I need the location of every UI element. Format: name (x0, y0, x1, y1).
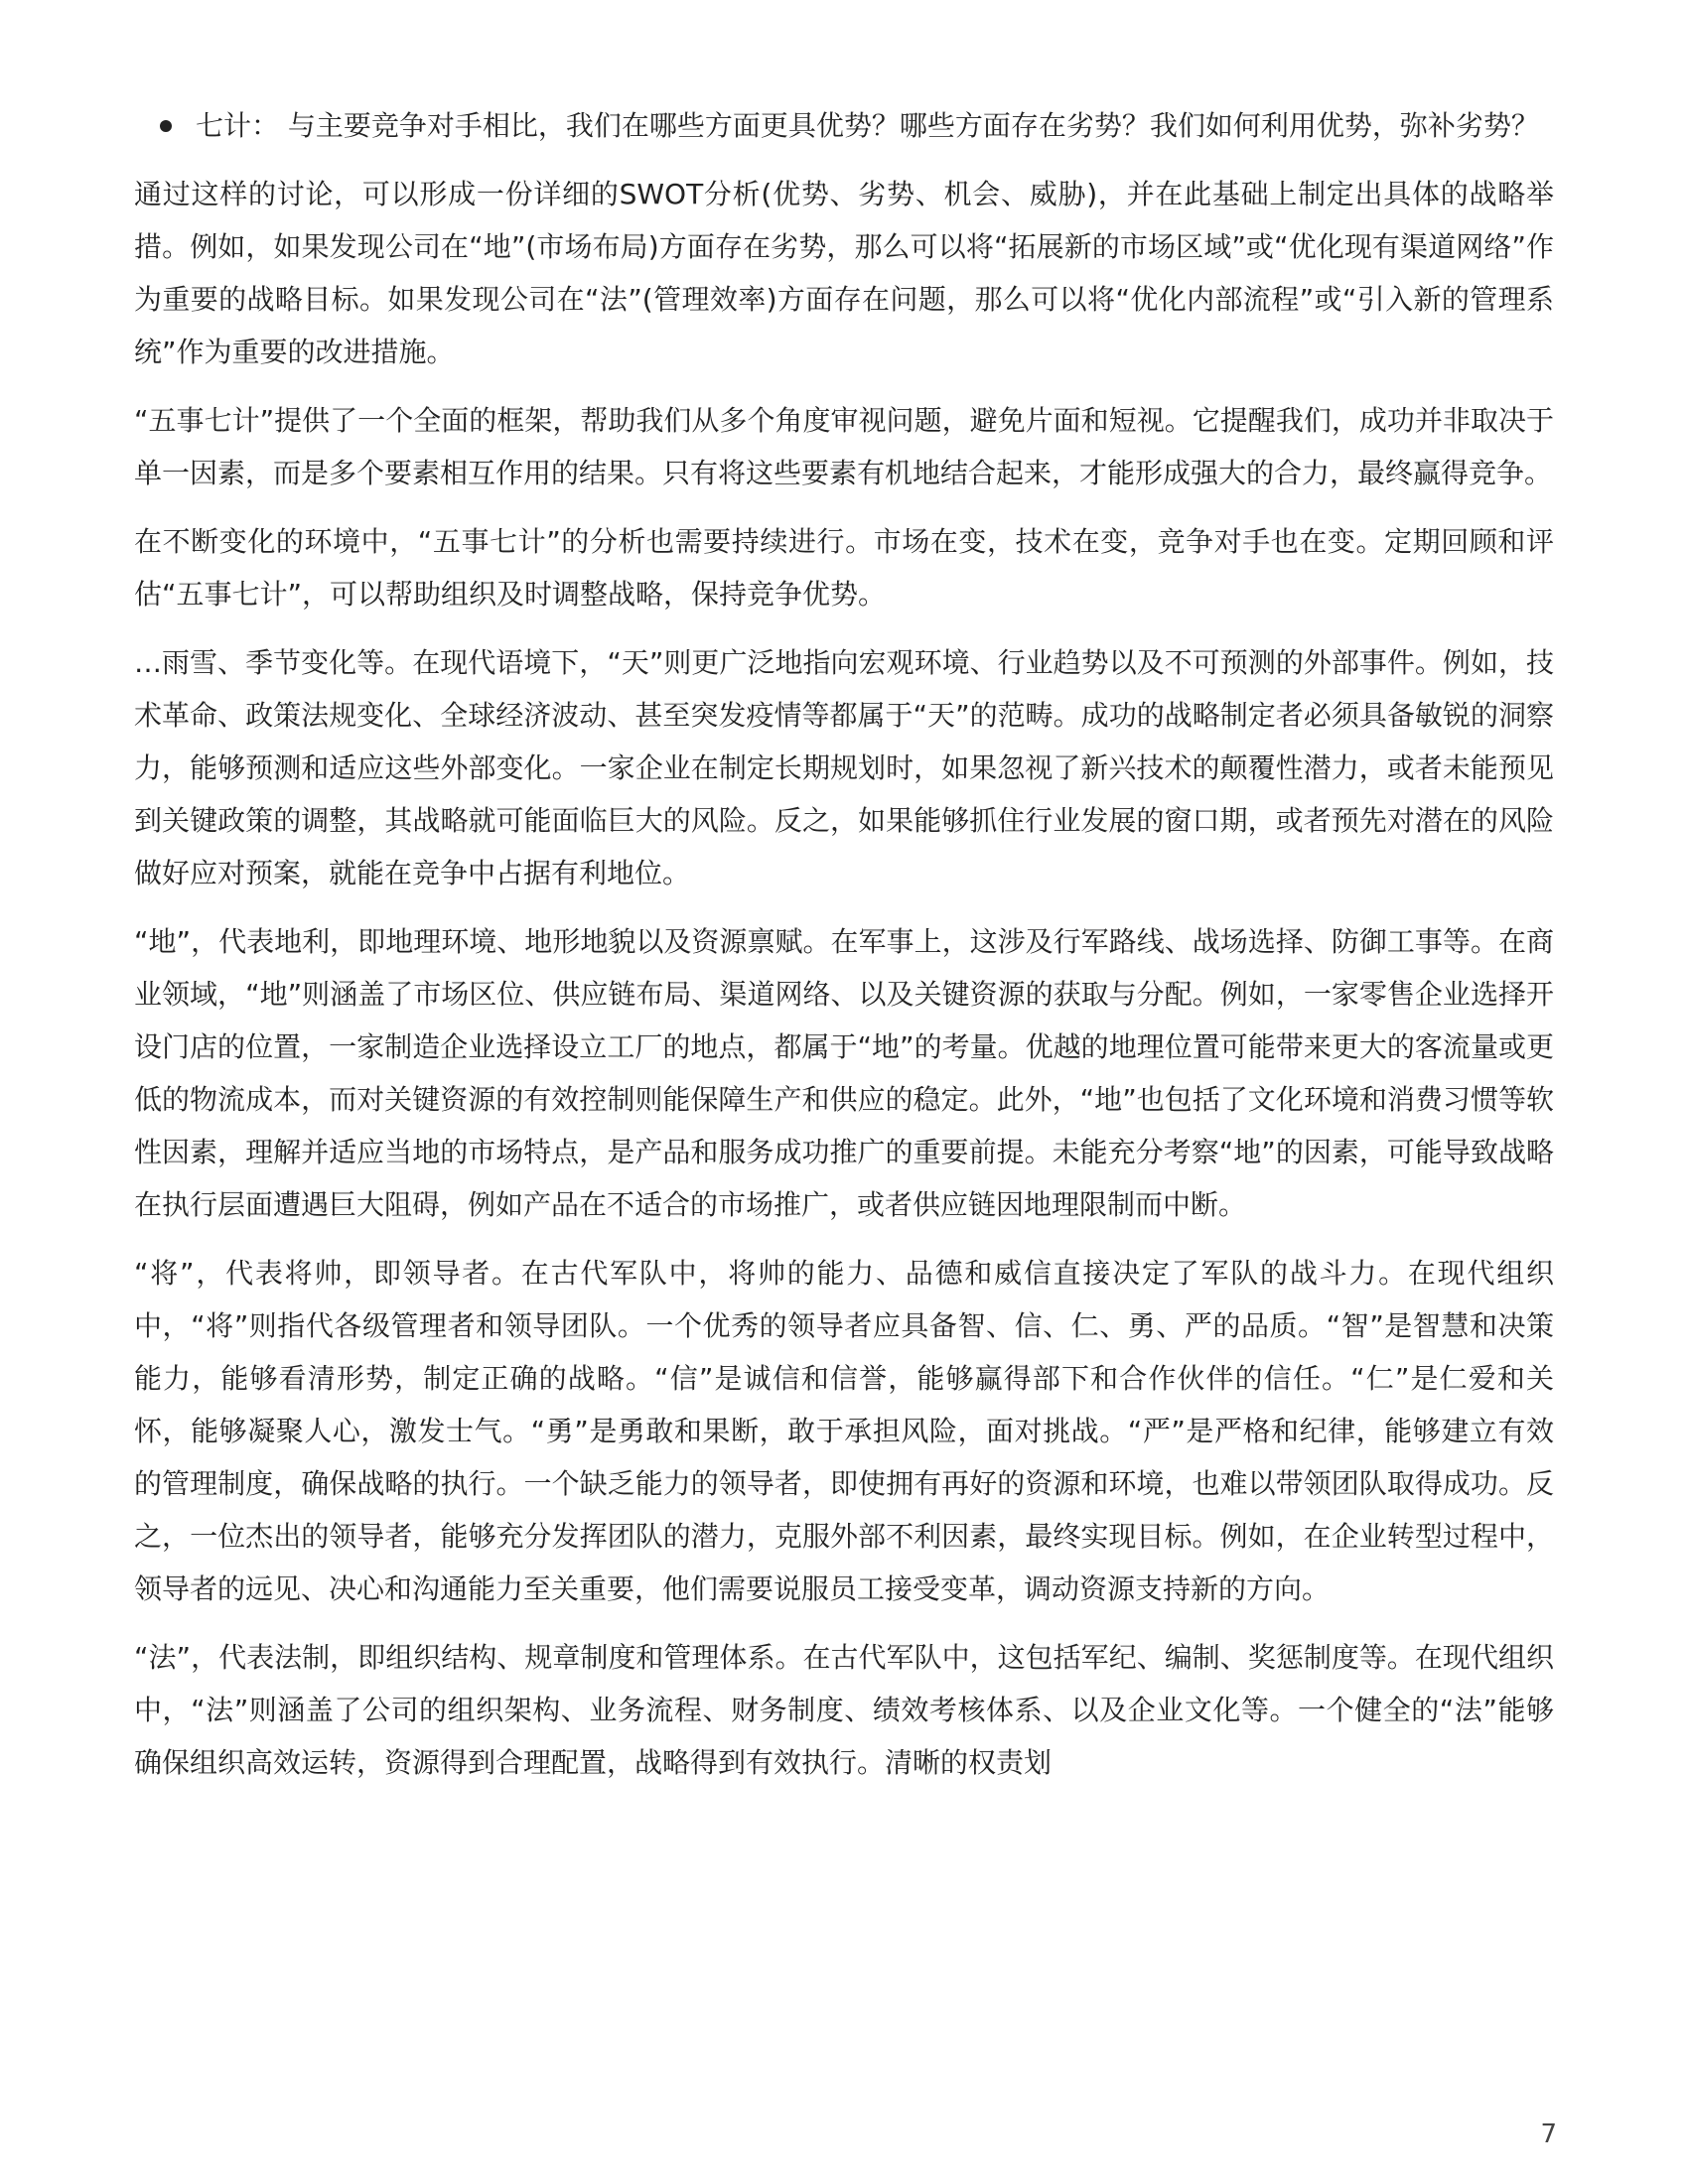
bullet-dot-icon (160, 120, 172, 132)
paragraph-di: “地”，代表地利，即地理环境、地形地貌以及资源禀赋。在军事上，这涉及行军路线、战场选择、防御工事等。在商业领域，“地”则涵盖了市场区位、供应链布局、渠道网络、以及关键资源的获取与分配。例如，一家零售企业选择开设门店的位置，一家制造企业选择设立工厂的地点，都属于“地”的考量。优越的地理位置可能带来更大的客流量或更低的物流成本，而对关键资源的有效控制则能保障生产和供应的稳定。此外，“地”也包括了文化环境和消费习惯等软性因素，理解并适应当地的市场特点，是产品和服务成功推广的重要前提。未能充分考察“地”的因素，可能导致战略在执行层面遭遇巨大阻碍，例如产品在不适合的市场推广，或者供应链因地理限制而中断。 (134, 925, 1554, 1221)
paragraph-fa: “法”，代表法制，即组织结构、规章制度和管理体系。在古代军队中，这包括军纪、编制、奖惩制度等。在现代组织中，“法”则涵盖了公司的组织架构、业务流程、财务制度、绩效考核体系、以及企业文化等。一个健全的“法”能够确保组织高效运转，资源得到合理配置，战略得到有效执行。清晰的权责划 (134, 1641, 1554, 1779)
paragraph-tian: …雨雪、季节变化等。在现代语境下，“天”则更广泛地指向宏观环境、行业趋势以及不可预测的外部事件。例如，技术革命、政策法规变化、全球经济波动、甚至突发疫情等都属于“天”的范畴。成功的战略制定者必须具备敏锐的洞察力，能够预测和适应这些外部变化。一家企业在制定长期规划时，如果忽视了新兴技术的颠覆性潜力，或者未能预见到关键政策的调整，其战略就可能面临巨大的风险。反之，如果能够抓住行业发展的窗口期，或者预先对潜在的风险做好应对预案，就能在竞争中占据有利地位。 (134, 646, 1554, 889)
paragraph-jiang: “将”，代表将帅，即领导者。在古代军队中，将帅的能力、品德和威信直接决定了军队的战斗力。在现代组织中，“将”则指代各级管理者和领导团队。一个优秀的领导者应具备智、信、仁、勇、严的品质。“智”是智慧和决策能力，能够看清形势，制定正确的战略。“信”是诚信和信誉，能够赢得部下和合作伙伴的信任。“仁”是仁爱和关怀，能够凝聚人心，激发士气。“勇”是勇敢和果断，敢于承担风险，面对挑战。“严”是严格和纪律，能够建立有效的管理制度，确保战略的执行。一个缺乏能力的领导者，即使拥有再好的资源和环境，也难以带领团队取得成功。反之，一位杰出的领导者，能够充分发挥团队的潜力，克服外部不利因素，最终实现目标。例如，在企业转型过程中，领导者的远见、决心和沟通能力至关重要，他们需要说服员工接受变革，调动资源支持新的方向。 (134, 1257, 1554, 1605)
page-body (134, 99, 1554, 1805)
paragraph-framework: “五事七计”提供了一个全面的框架，帮助我们从多个角度审视问题，避免片面和短视。它提醒我们，成功并非取决于单一因素，而是多个要素相互作用的结果。只有将这些要素有机地结合起来，才能形成强大的合力，最终赢得竞争。 (134, 404, 1554, 489)
bullet-item-qiji (134, 99, 1554, 152)
bullet-list (134, 99, 1554, 152)
paragraph-continuous-analysis: 在不断变化的环境中，“五事七计”的分析也需要持续进行。市场在变，技术在变，竞争对手也在变。定期回顾和评估“五事七计”，可以帮助组织及时调整战略，保持竞争优势。 (134, 525, 1554, 611)
page-number: 7 (1540, 2119, 1557, 2149)
bullet-text: 七计： 与主要竞争对手相比，我们在哪些方面更具优势？哪些方面存在劣势？我们如何利用优势，弥补劣势？ (196, 109, 1539, 142)
paragraph-swot: 通过这样的讨论，可以形成一份详细的SWOT分析(优势、劣势、机会、威胁)，并在此基础上制定出具体的战略举措。例如，如果发现公司在“地”(市场布局)方面存在劣势，那么可以将“拓展新的市场区域”或“优化现有渠道网络”作为重要的战略目标。如果发现公司在“法”(管理效率)方面存在问题，那么可以将“优化内部流程”或“引入新的管理系统”作为重要的改进措施。 (134, 178, 1554, 368)
